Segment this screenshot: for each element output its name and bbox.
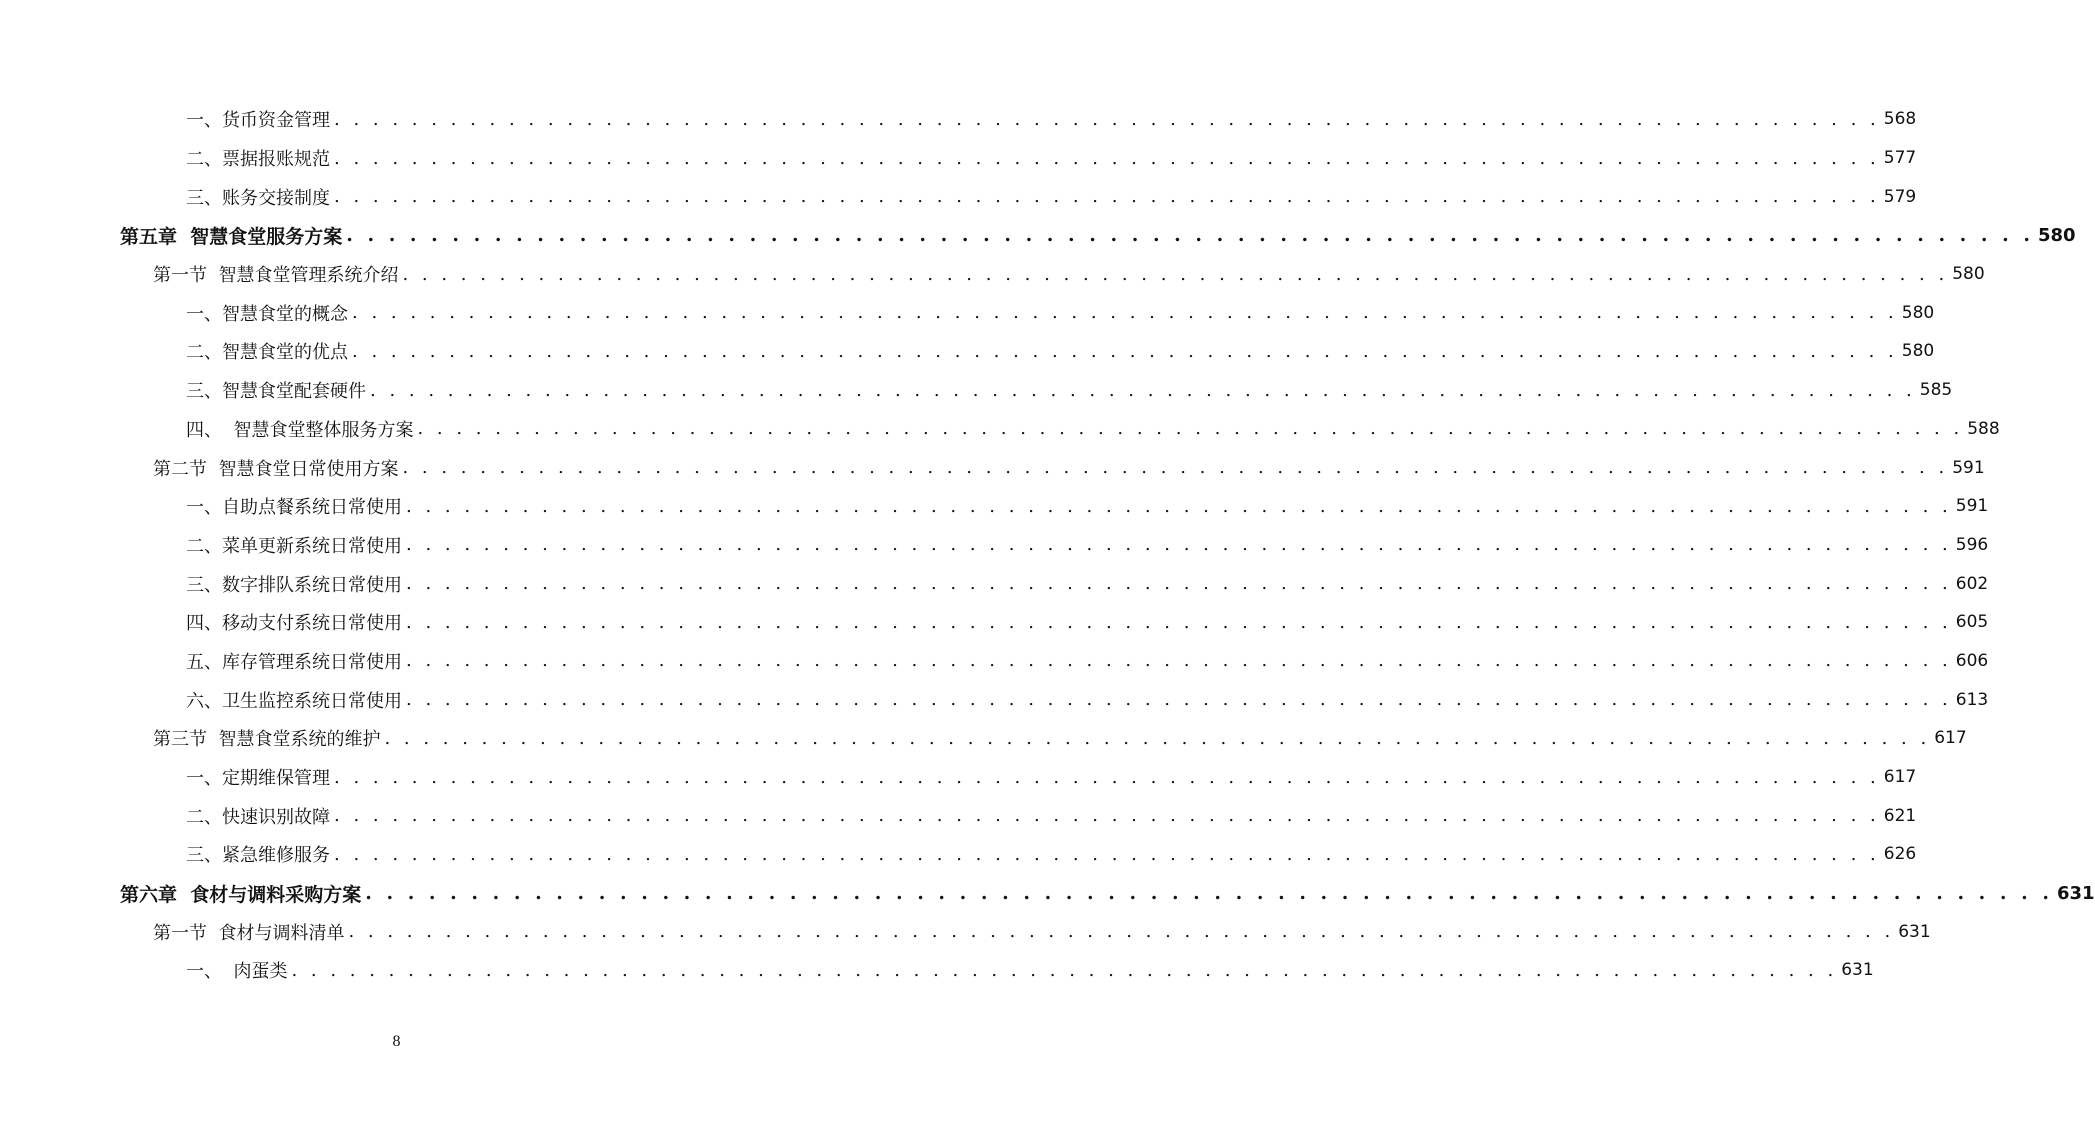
toc-page-number: 631 [1841, 960, 1874, 981]
toc-entry-title: 三、数字排队系统日常使用 [186, 574, 402, 596]
toc-item-entry[interactable] [0, 293, 1935, 332]
toc-section-entry[interactable] [0, 912, 1931, 951]
toc-entry-title: 一、自助点餐系统日常使用 [186, 497, 402, 519]
toc-dot-leader: . . . . . . . . . . . . . . . . . . . . . . . . . . . . . . . . . . . . . . . . . . . . . . . . . . . . . . . . . . . . . . . . . . . . . . . . . . . . . . . . [406, 689, 1952, 711]
toc-page-number: 626 [1883, 844, 1917, 865]
toc-item-entry[interactable] [0, 100, 1917, 139]
toc-dot-leader: . . . . . . . . . . . . . . . . . . . . . . . . . . . . . . . . . . . . . . . . . . . . . . . . . . . . . . . . . . . . . . . . . . . . . . . . . . . . . . . . [365, 882, 2053, 905]
table-of-contents [0, 100, 2095, 990]
toc-item-entry[interactable] [0, 564, 1989, 603]
toc-page-number: 580 [1901, 341, 1935, 362]
toc-page-number: 621 [1883, 805, 1917, 826]
toc-page-number: 580 [2037, 224, 2076, 246]
toc-entry-title: 第五章 智慧食堂服务方案 [120, 225, 343, 248]
toc-page-number: 631 [2056, 882, 2095, 904]
toc-dot-leader: . . . . . . . . . . . . . . . . . . . . . . . . . . . . . . . . . . . . . . . . . . . . . . . . . . . . . . . . . . . . . . . . . . . . . . . . . . . . . . . . [334, 843, 1880, 865]
page-number: 8 [392, 1033, 401, 1050]
toc-entry-title: 一、 肉蛋类 [186, 961, 288, 983]
toc-dot-leader: . . . . . . . . . . . . . . . . . . . . . . . . . . . . . . . . . . . . . . . . . . . . . . . . . . . . . . . . . . . . . . . . . . . . . . . . . . . . . . . . [384, 727, 1931, 749]
toc-item-entry[interactable] [0, 680, 1989, 719]
toc-item-entry[interactable] [0, 139, 1917, 178]
toc-dot-leader: . . . . . . . . . . . . . . . . . . . . . . . . . . . . . . . . . . . . . . . . . . . . . . . . . . . . . . . . . . . . . . . . . . . . . . . . . . . . . . . . [346, 224, 2034, 247]
toc-page-number: 585 [1919, 380, 1953, 401]
toc-page-number: 617 [1934, 728, 1967, 749]
toc-dot-leader: . . . . . . . . . . . . . . . . . . . . . . . . . . . . . . . . . . . . . . . . . . . . . . . . . . . . . . . . . . . . . . . . . . . . . . . . . . . . . . . . [334, 186, 1880, 208]
toc-page-number: 602 [1955, 573, 1989, 594]
toc-item-entry[interactable] [0, 642, 1989, 681]
toc-page-number: 591 [1952, 457, 1985, 478]
toc-dot-leader: . . . . . . . . . . . . . . . . . . . . . . . . . . . . . . . . . . . . . . . . . . . . . . . . . . . . . . . . . . . . . . . . . . . . . . . . . . . . . . . . [370, 379, 1916, 401]
toc-entry-title: 二、票据报账规范 [186, 149, 330, 171]
toc-dot-leader: . . . . . . . . . . . . . . . . . . . . . . . . . . . . . . . . . . . . . . . . . . . . . . . . . . . . . . . . . . . . . . . . . . . . . . . . . . . . . . . . [352, 302, 1898, 324]
toc-page-number: 568 [1883, 109, 1917, 130]
toc-entry-title: 一、定期维保管理 [186, 768, 330, 790]
toc-page-number: 596 [1955, 534, 1989, 555]
toc-dot-leader: . . . . . . . . . . . . . . . . . . . . . . . . . . . . . . . . . . . . . . . . . . . . . . . . . . . . . . . . . . . . . . . . . . . . . . . . . . . . . . . . [402, 457, 1949, 479]
toc-dot-leader: . . . . . . . . . . . . . . . . . . . . . . . . . . . . . . . . . . . . . . . . . . . . . . . . . . . . . . . . . . . . . . . . . . . . . . . . . . . . . . . . [402, 263, 1949, 285]
toc-page-number: 631 [1898, 921, 1931, 942]
toc-dot-leader: . . . . . . . . . . . . . . . . . . . . . . . . . . . . . . . . . . . . . . . . . . . . . . . . . . . . . . . . . . . . . . . . . . . . . . . . . . . . . . . . [406, 495, 1952, 517]
toc-section-entry[interactable] [0, 448, 1985, 487]
toc-item-entry[interactable] [0, 603, 1989, 642]
toc-entry-title: 六、卫生监控系统日常使用 [186, 690, 402, 712]
toc-page-number: 605 [1955, 612, 1989, 633]
toc-dot-leader: . . . . . . . . . . . . . . . . . . . . . . . . . . . . . . . . . . . . . . . . . . . . . . . . . . . . . . . . . . . . . . . . . . . . . . . . . . . . . . . . [352, 340, 1898, 362]
toc-dot-leader: . . . . . . . . . . . . . . . . . . . . . . . . . . . . . . . . . . . . . . . . . . . . . . . . . . . . . . . . . . . . . . . . . . . . . . . . . . . . . . . . [291, 959, 1838, 981]
toc-item-entry[interactable] [0, 835, 1917, 874]
toc-entry-title: 三、紧急维修服务 [186, 845, 330, 867]
toc-entry-title: 第一节 智慧食堂管理系统介绍 [153, 265, 399, 287]
toc-entry-title: 第一节 食材与调料清单 [153, 922, 345, 944]
toc-item-entry[interactable] [0, 796, 1917, 835]
toc-entry-title: 二、快速识别故障 [186, 806, 330, 828]
toc-entry-title: 第三节 智慧食堂系统的维护 [153, 729, 381, 751]
toc-page-number: 577 [1883, 148, 1917, 169]
toc-item-entry[interactable] [0, 526, 1989, 565]
toc-dot-leader: . . . . . . . . . . . . . . . . . . . . . . . . . . . . . . . . . . . . . . . . . . . . . . . . . . . . . . . . . . . . . . . . . . . . . . . . . . . . . . . . [348, 921, 1895, 943]
toc-item-entry[interactable] [0, 951, 1874, 990]
toc-item-entry[interactable] [0, 177, 1917, 216]
toc-page-number: 580 [1952, 264, 1985, 285]
toc-entry-title: 第二节 智慧食堂日常使用方案 [153, 458, 399, 480]
toc-item-entry[interactable] [0, 758, 1917, 797]
toc-page-number: 588 [1967, 418, 2000, 439]
toc-entry-title: 四、 智慧食堂整体服务方案 [186, 419, 414, 441]
toc-page-number: 606 [1955, 650, 1989, 671]
toc-entry-title: 第六章 食材与调料采购方案 [120, 883, 362, 906]
toc-chapter-entry[interactable] [0, 874, 2095, 913]
toc-section-entry[interactable] [0, 719, 1967, 758]
toc-dot-leader: . . . . . . . . . . . . . . . . . . . . . . . . . . . . . . . . . . . . . . . . . . . . . . . . . . . . . . . . . . . . . . . . . . . . . . . . . . . . . . . . [406, 611, 1952, 633]
toc-item-entry[interactable] [0, 410, 2000, 449]
toc-entry-title: 二、智慧食堂的优点 [186, 342, 348, 364]
toc-entry-title: 一、货币资金管理 [186, 110, 330, 132]
toc-dot-leader: . . . . . . . . . . . . . . . . . . . . . . . . . . . . . . . . . . . . . . . . . . . . . . . . . . . . . . . . . . . . . . . . . . . . . . . . . . . . . . . . [406, 534, 1952, 556]
toc-dot-leader: . . . . . . . . . . . . . . . . . . . . . . . . . . . . . . . . . . . . . . . . . . . . . . . . . . . . . . . . . . . . . . . . . . . . . . . . . . . . . . . . [334, 805, 1880, 827]
toc-entry-title: 一、智慧食堂的概念 [186, 303, 348, 325]
toc-entry-title: 三、账务交接制度 [186, 187, 330, 209]
toc-dot-leader: . . . . . . . . . . . . . . . . . . . . . . . . . . . . . . . . . . . . . . . . . . . . . . . . . . . . . . . . . . . . . . . . . . . . . . . . . . . . . . . . [334, 108, 1880, 130]
toc-page-number: 591 [1955, 496, 1989, 517]
toc-item-entry[interactable] [0, 371, 1953, 410]
toc-item-entry[interactable] [0, 332, 1935, 371]
toc-section-entry[interactable] [0, 255, 1985, 294]
toc-dot-leader: . . . . . . . . . . . . . . . . . . . . . . . . . . . . . . . . . . . . . . . . . . . . . . . . . . . . . . . . . . . . . . . . . . . . . . . . . . . . . . . . [334, 766, 1880, 788]
toc-dot-leader: . . . . . . . . . . . . . . . . . . . . . . . . . . . . . . . . . . . . . . . . . . . . . . . . . . . . . . . . . . . . . . . . . . . . . . . . . . . . . . . . [334, 147, 1880, 169]
toc-entry-title: 四、移动支付系统日常使用 [186, 613, 402, 635]
toc-page-number: 617 [1883, 767, 1917, 788]
toc-entry-title: 五、库存管理系统日常使用 [186, 651, 402, 673]
toc-page-number: 580 [1901, 302, 1935, 323]
toc-dot-leader: . . . . . . . . . . . . . . . . . . . . . . . . . . . . . . . . . . . . . . . . . . . . . . . . . . . . . . . . . . . . . . . . . . . . . . . . . . . . . . . . [417, 418, 1964, 440]
toc-entry-title: 二、菜单更新系统日常使用 [186, 535, 402, 557]
toc-dot-leader: . . . . . . . . . . . . . . . . . . . . . . . . . . . . . . . . . . . . . . . . . . . . . . . . . . . . . . . . . . . . . . . . . . . . . . . . . . . . . . . . [406, 650, 1952, 672]
toc-item-entry[interactable] [0, 487, 1989, 526]
toc-chapter-entry[interactable] [0, 216, 2076, 255]
toc-entry-title: 三、智慧食堂配套硬件 [186, 381, 366, 403]
toc-dot-leader: . . . . . . . . . . . . . . . . . . . . . . . . . . . . . . . . . . . . . . . . . . . . . . . . . . . . . . . . . . . . . . . . . . . . . . . . . . . . . . . . [406, 573, 1952, 595]
toc-page-number: 613 [1955, 689, 1989, 710]
toc-page-number: 579 [1883, 186, 1917, 207]
